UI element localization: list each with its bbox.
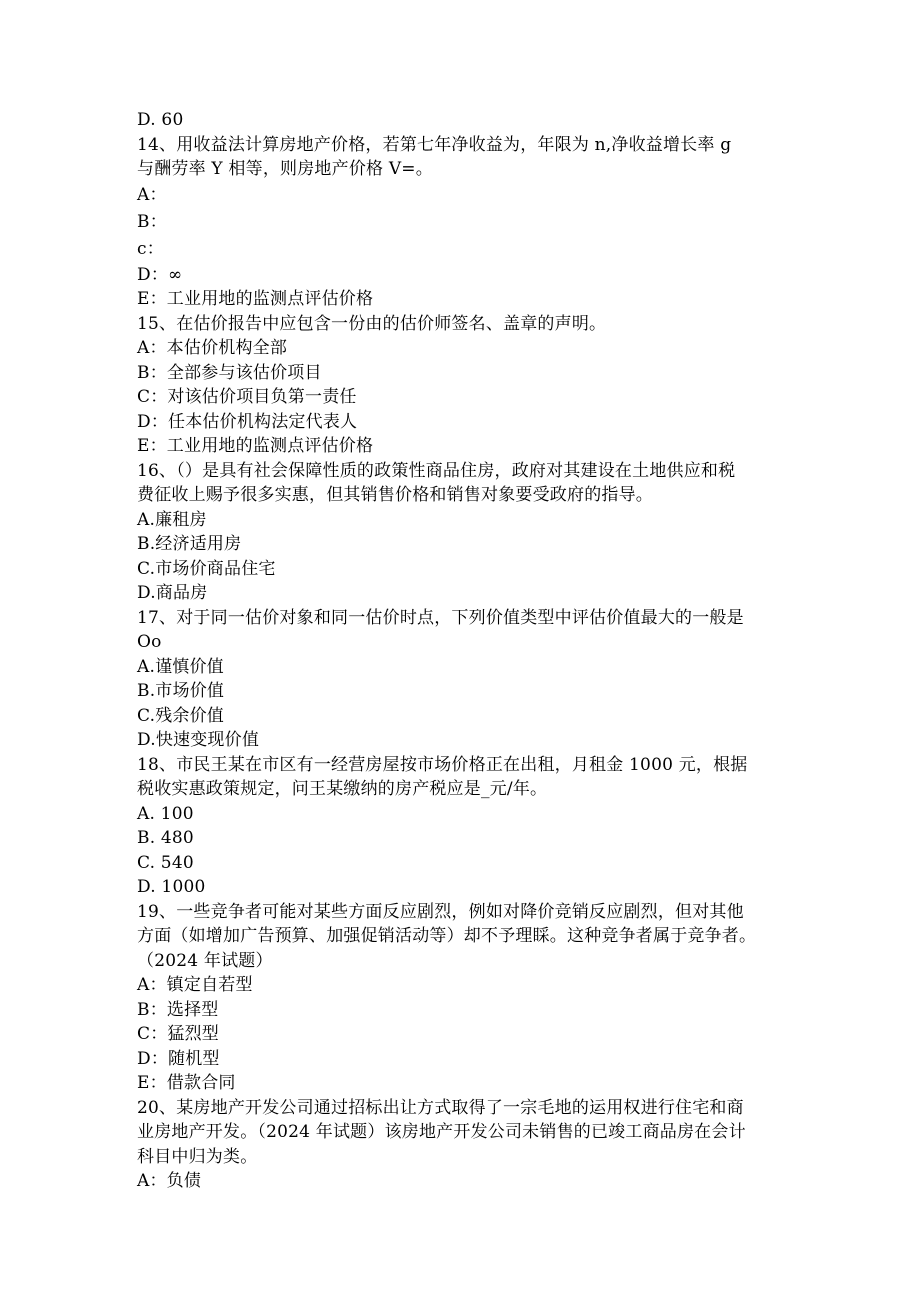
option-c-q14: c：: [137, 238, 164, 259]
option-c-q16: C.市场价商品住宅: [137, 558, 276, 579]
question-17-line-2: Oo: [137, 632, 162, 652]
option-d-q15: D：任本估价机构法定代表人: [137, 411, 358, 432]
option-b-q16: B.经济适用房: [137, 534, 242, 554]
question-19-line-2: 方面（如增加广告预算、加强促销活动等）却不予理睬。这种竞争者属于竞争者。: [137, 926, 757, 946]
option-a-q19: A：镇定自若型: [137, 975, 253, 995]
option-e-q19: E：借款合同: [137, 1073, 236, 1093]
option-d-q17: D.快速变现价值: [137, 730, 260, 750]
document-page: [137, 108, 797, 1194]
option-b-q14: B：: [137, 211, 167, 232]
option-a-q14: A：: [137, 184, 167, 205]
option-b-q19: B：选择型: [137, 999, 219, 1020]
option-c-q19: C：猛烈型: [137, 1024, 220, 1044]
question-16-line-1: 16、（）是具有社会保障性质的政策性商品住房，政府对其建设在土地供应和税: [137, 460, 736, 481]
question-19-line-1: 19、一些竞争者可能对某些方面反应剧烈，例如对降价竞销反应剧烈，但对其他: [137, 901, 744, 922]
option-d-q16: D.商品房: [137, 583, 208, 603]
question-19-line-3: （2024 年试题）: [137, 950, 273, 971]
option-b-q18: B. 480: [137, 828, 194, 848]
question-20-line-2: 业房地产开发。（2024 年试题）该房地产开发公司未销售的已竣工商品房在会计: [137, 1122, 746, 1142]
question-16-line-2: 费征收上赐予很多实惠，但其销售价格和销售对象要受政府的指导。: [137, 485, 653, 505]
option-e-q15: E：工业用地的监测点评估价格: [137, 436, 374, 456]
option-a-q18: A. 100: [137, 803, 194, 824]
option-a-q20: A：负债: [137, 1171, 202, 1191]
question-15: 15、在估价报告中应包含一份由的估价师签名、盖章的声明。: [137, 313, 607, 334]
option-c-q15: C：对该估价项目负第一责任: [137, 387, 357, 407]
option-b-q15: B：全部参与该估价项目: [137, 362, 322, 383]
question-18-line-2: 税收实惠政策规定，问王某缴纳的房产税应是_元/年。: [137, 779, 548, 799]
option-d-q14: D：∞: [137, 264, 183, 285]
question-20-line-3: 科目中归为类。: [137, 1146, 258, 1167]
question-17-line-1: 17、对于同一估价对象和同一估价时点，下列价值类型中评估价值最大的一般是: [137, 607, 744, 628]
option-d-q13: D. 60: [137, 110, 184, 130]
option-d-q19: D：随机型: [137, 1048, 220, 1069]
option-c-q18: C. 540: [137, 852, 194, 873]
question-20-line-1: 20、某房地产开发公司通过招标出让方式取得了一宗毛地的运用权进行住宅和商: [137, 1097, 744, 1118]
option-e-q14: E：工业用地的监测点评估价格: [137, 289, 374, 309]
question-14-line-2: 与酬劳率 Y 相等，则房地产价格 V=。: [137, 159, 433, 179]
question-18-line-1: 18、市民王某在市区有一经营房屋按市场价格正在出租，月租金 1000 元，根据: [137, 754, 748, 775]
option-c-q17: C.残余价值: [137, 705, 225, 726]
option-b-q17: B.市场价值: [137, 681, 225, 701]
option-d-q18: D. 1000: [137, 877, 206, 897]
option-a-q17: A.谨慎价值: [137, 656, 224, 677]
option-a-q15: A：本估价机构全部: [137, 338, 288, 358]
option-a-q16: A.廉租房: [137, 509, 207, 530]
question-14-line-1: 14、用收益法计算房地产价格，若第七年净收益为，年限为 n,净收益增长率 g: [137, 134, 732, 155]
